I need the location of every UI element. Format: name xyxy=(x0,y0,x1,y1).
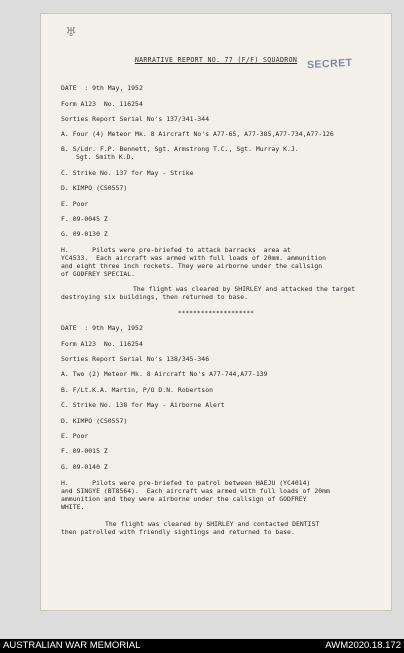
report1-item-a: A. Four (4) Meteor Mk. 8 Aircraft No's A77-65, A77-385,A77-734,A77-126 xyxy=(61,130,334,138)
report1-item-e: E. Poor xyxy=(61,200,89,208)
report2-item-h-4: WHITE. xyxy=(61,503,85,511)
report1-item-b: B. S/Ldr. F.P. Bennett, Sgt. Armstrong T.C., Sgt. Murray K.J. xyxy=(61,145,299,153)
report1-item-g: G. 09-0130 Z xyxy=(61,230,108,238)
report1-date: DATE : 9th May, 1952 xyxy=(61,84,143,92)
report1-item-b-cont: Sgt. Smith K.D. xyxy=(76,153,135,161)
report2-form: Form A123 No. 116254 xyxy=(61,340,143,348)
report1-item-h-2: YC4533. Each aircraft was armed with full loads of 20mm. ammunition xyxy=(61,254,327,262)
report1-item-h: H. Pilots were pre-briefed to attack barracks area at xyxy=(61,246,291,254)
report2-item-d: D. KIMPO (CS0557) xyxy=(61,417,128,425)
report2-date: DATE : 9th May, 1952 xyxy=(61,324,143,332)
report1-item-c: C. Strike No. 137 for May - Strike xyxy=(61,169,194,177)
ink-mark: ♅ xyxy=(66,23,76,41)
archive-credit: AUSTRALIAN WAR MEMORIAL xyxy=(3,640,141,651)
report2-narrative-2: then patrolled with friendly sightings and returned to base. xyxy=(61,528,295,536)
report2-item-e: E. Poor xyxy=(61,432,89,440)
report2-item-f: F. 09-0015 Z xyxy=(61,447,108,455)
document-page xyxy=(41,14,391,610)
report2-item-h: H. Pilots were pre-briefed to patrol between HAEJU (YC4014) xyxy=(61,479,311,487)
section-separator: ******************** xyxy=(177,310,255,317)
report1-item-h-3: and eight three inch rockets. They were airborne under the callsign xyxy=(61,262,323,270)
archive-reference: AWM2020.18.172 xyxy=(325,640,401,651)
report2-item-a: A. Two (2) Meteor Mk. 8 Aircraft No's A77-744,A77-139 xyxy=(61,370,268,378)
report-title: NARRATIVE REPORT NO. 77 (F/F) SQUADRON xyxy=(134,56,298,64)
report1-form: Form A123 No. 116254 xyxy=(61,100,143,108)
report1-serials: Sorties Report Serial No's 137/341-344 xyxy=(61,115,210,123)
report2-serials: Sorties Report Serial No's 138/345-346 xyxy=(61,355,210,363)
report1-item-h-4: of GODFREY SPECIAL. xyxy=(61,270,136,278)
report2-narrative: The flight was cleared by SHIRLEY and contacted DENTIST xyxy=(105,520,320,528)
report2-item-g: G. 09-0140 Z xyxy=(61,463,108,471)
report1-item-f: F. 09-0045 Z xyxy=(61,215,108,223)
report2-item-h-2: and SINGYE (BT8564). Each aircraft was armed with full loads of 20mm xyxy=(61,487,330,495)
report2-item-h-3: ammunition and they were airborne under the callsign of GODFREY xyxy=(61,495,307,503)
report1-narrative-2: destroying six buildings, then returned to base. xyxy=(61,293,249,301)
report1-narrative: The flight was cleared by SHIRLEY and attacked the target xyxy=(133,285,356,293)
secret-stamp: SECRET xyxy=(306,56,353,72)
report2-item-b: B. F/Lt.K.A. Martin, P/O D.N. Robertson xyxy=(61,386,214,394)
report2-item-c: C. Strike No. 138 for May - Airborne Alert xyxy=(61,401,225,409)
report1-item-d: D. KIMPO (CS0557) xyxy=(61,184,128,192)
archive-footer xyxy=(0,639,404,653)
